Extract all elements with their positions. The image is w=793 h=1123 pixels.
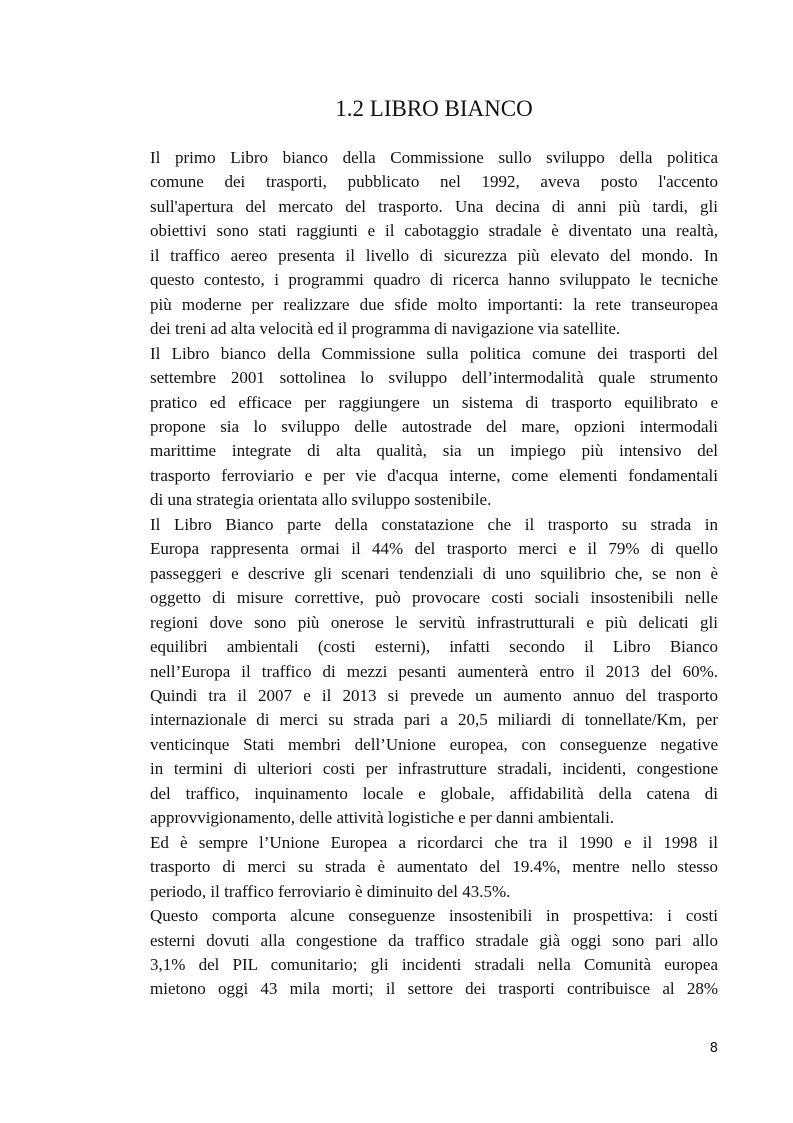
text-line: regioni dove sono più onerose le servitù infrastrutturali e più delicati gli: [150, 612, 718, 632]
text-line: il traffico aereo presenta il livello di sicurezza più elevato del mondo. In: [150, 245, 718, 265]
text-line: Il Libro bianco della Commissione sulla politica comune dei trasporti del: [150, 343, 718, 363]
text-line: 3,1% del PIL comunitario; gli incidenti stradali nella Comunità europea: [150, 954, 718, 974]
section-title: 1.2 LIBRO BIANCO: [335, 96, 533, 121]
text-line: equilibri ambientali (costi esterni), infatti secondo il Libro Bianco: [150, 637, 718, 657]
text-line: nell’Europa il traffico di mezzi pesanti aumenterà entro il 2013 del 60%.: [150, 661, 718, 681]
text-line: settembre 2001 sottolinea lo sviluppo dell’intermodalità quale strumento: [150, 368, 718, 388]
text-line: Il primo Libro bianco della Commissione sullo sviluppo della politica: [150, 148, 718, 167]
paragraph-1: [150, 146, 718, 342]
text-line: sull'apertura del mercato del trasporto. Una decina di anni più tardi, gli: [150, 196, 718, 216]
text-line: Europa rappresenta ormai il 44% del trasporto merci e il 79% di quello: [150, 539, 718, 559]
text-line: passeggeri e descrive gli scenari tendenziali di uno squilibrio che, se non è: [150, 563, 718, 583]
text-line: questo contesto, i programmi quadro di ricerca hanno sviluppato le tecniche: [150, 270, 718, 290]
text-line: internazionale di merci su strada pari a 20,5 miliardi di tonnellate/Km, per: [150, 710, 718, 730]
paragraph-3: [150, 513, 718, 831]
text-line: trasporto ferroviario e per vie d'acqua interne, come elementi fondamentali: [150, 465, 718, 485]
text-line: approvvigionamento, delle attività logistiche e per danni ambientali.: [150, 808, 615, 828]
text-line: periodo, il traffico ferroviario è diminuito del 43.5%.: [150, 881, 511, 901]
text-line: esterni dovuti alla congestione da traffico stradale già oggi sono pari allo: [150, 930, 718, 950]
page-number: 8: [709, 1041, 718, 1056]
text-line: mietono oggi 43 mila morti; il settore dei trasporti contribuisce al 28%: [150, 979, 718, 999]
text-line: comune dei trasporti, pubblicato nel 1992, aveva posto l'accento: [150, 172, 718, 192]
text-line: Il Libro Bianco parte della constatazione che il trasporto su strada in: [150, 514, 718, 534]
text-line: più moderne per realizzare due sfide molto importanti: la rete transeuropea: [150, 294, 718, 314]
text-line: Ed è sempre l’Unione Europea a ricordarci che tra il 1990 e il 1998 il: [150, 832, 718, 852]
text-line: propone sia lo sviluppo delle autostrade del mare, opzioni intermodali: [150, 416, 718, 436]
paragraph-2: [150, 342, 718, 513]
text-line: in termini di ulteriori costi per infrastrutture stradali, incidenti, congestione: [150, 759, 718, 779]
paragraph-4: [150, 831, 718, 904]
text-line: del traffico, inquinamento locale e globale, affidabilità della catena di: [150, 783, 718, 803]
text-line: di una strategia orientata allo sviluppo sostenibile.: [150, 490, 492, 510]
text-line: obiettivi sono stati raggiunti e il cabotaggio stradale è diventato una realtà,: [150, 221, 718, 241]
paragraph-5: [150, 904, 718, 1002]
text-line: trasporto di merci su strada è aumentato del 19.4%, mentre nello stesso: [150, 857, 718, 877]
text-line: Questo comporta alcune conseguenze insostenibili in prospettiva: i costi: [150, 906, 718, 926]
text-line: marittime integrate di alta qualità, sia un impiego più intensivo del: [150, 441, 718, 461]
text-line: oggetto di misure correttive, può provocare costi sociali insostenibili nelle: [150, 588, 718, 608]
body-text: [150, 146, 718, 1002]
text-line: venticinque Stati membri dell’Unione europea, con conseguenze negative: [150, 734, 718, 754]
text-line: Quindi tra il 2007 e il 2013 si prevede un aumento annuo del trasporto: [150, 685, 718, 705]
text-line: dei treni ad alta velocità ed il programma di navigazione via satellite.: [150, 319, 621, 339]
text-line: pratico ed efficace per raggiungere un sistema di trasporto equilibrato e: [150, 392, 718, 412]
